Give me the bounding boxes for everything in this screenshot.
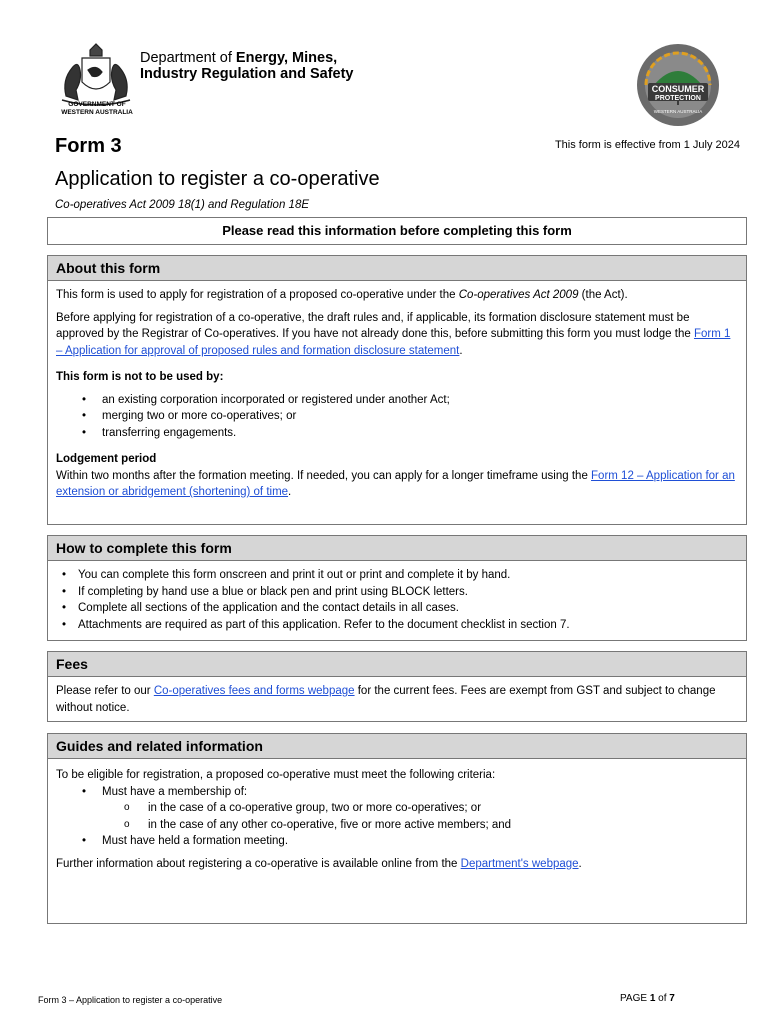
about-p1-end: (the Act). bbox=[578, 289, 628, 301]
not-used-list bbox=[56, 392, 738, 442]
list-item: o in the case of any other co-operative, five or more active members; and bbox=[148, 817, 738, 834]
guides-section bbox=[47, 733, 747, 924]
dept-line2-bold: Industry Regulation and Safety bbox=[140, 66, 354, 82]
guides-heading: Guides and related information bbox=[48, 734, 746, 759]
read-notice-box: Please read this information before completing this form bbox=[47, 217, 747, 245]
page-total: 7 bbox=[669, 993, 675, 1004]
list-item: o in the case of a co-operative group, two or more co-operatives; or bbox=[148, 800, 738, 817]
act-reference: Co-operatives Act 2009 18(1) and Regulation 18E bbox=[55, 199, 310, 211]
dept-line1-plain: Department of bbox=[140, 50, 236, 66]
crest-caption-line2: WESTERN AUSTRALIA bbox=[61, 109, 133, 116]
form-1-link[interactable]: Form 1 – Application for approval of proposed rules and formation disclosure statement bbox=[56, 328, 731, 357]
logo-text-wa: WESTERN AUSTRALIA bbox=[653, 109, 703, 114]
criteria-list-2 bbox=[56, 833, 738, 850]
about-p1-act: Co-operatives Act 2009 bbox=[458, 289, 579, 301]
about-paragraph-1 bbox=[56, 287, 738, 304]
list-item: • transferring engagements. bbox=[102, 425, 738, 442]
list-item: • Must have held a formation meeting. bbox=[102, 833, 738, 850]
consumer-protection-logo-icon bbox=[636, 43, 720, 127]
fees-text-start: Please refer to our bbox=[56, 685, 154, 697]
lodgement-text bbox=[56, 468, 738, 501]
effective-date: This form is effective from 1 July 2024 bbox=[554, 139, 740, 151]
fees-text-end: for the current fees. Fees are exempt from GST and subject to change without notice. bbox=[56, 685, 716, 714]
membership-sublist bbox=[56, 800, 738, 833]
page-number: 1 bbox=[649, 993, 656, 1004]
fees-text bbox=[56, 683, 738, 716]
how-list bbox=[56, 567, 738, 633]
list-item: • Complete all sections of the application and the contact details in all cases. bbox=[78, 600, 738, 617]
fees-section bbox=[47, 651, 747, 722]
how-to-complete-section bbox=[47, 535, 747, 641]
list-item: • an existing corporation incorporated or registered under another Act; bbox=[102, 392, 738, 409]
how-heading: How to complete this form bbox=[48, 536, 746, 561]
not-used-heading: This form is not to be used by: bbox=[56, 371, 224, 383]
dept-line1-bold: Energy, Mines, bbox=[235, 50, 338, 66]
page-indicator bbox=[620, 993, 675, 1004]
about-paragraph-2 bbox=[56, 310, 738, 360]
criteria-list bbox=[56, 784, 738, 801]
page-label: PAGE bbox=[620, 993, 650, 1004]
lodgement-text-end: . bbox=[288, 486, 292, 498]
fees-heading: Fees bbox=[48, 652, 746, 677]
further-info-text: Further information about registering a co-operative is available online from the bbox=[56, 857, 461, 870]
footer-form-name: Form 3 – Application to register a co-operative bbox=[38, 995, 223, 1005]
logo-text-protection: PROTECTION bbox=[655, 95, 701, 102]
form-number: Form 3 bbox=[55, 135, 122, 157]
logo-text-consumer: CONSUMER bbox=[651, 84, 705, 94]
department-name bbox=[140, 50, 354, 82]
lodgement-heading: Lodgement period bbox=[56, 453, 157, 465]
list-item: • You can complete this form onscreen and print it out or print and complete it by hand. bbox=[78, 567, 738, 584]
further-info-end: . bbox=[578, 857, 582, 870]
guides-intro: To be eligible for registration, a proposed co-operative must meet the following criteria: bbox=[56, 769, 496, 781]
about-p1-text: This form is used to apply for registration of a proposed co-operative under the bbox=[56, 289, 459, 301]
fees-webpage-link[interactable]: Co-operatives fees and forms webpage bbox=[153, 685, 355, 697]
about-section bbox=[47, 255, 747, 525]
lodgement-text-main: Within two months after the formation meeting. If needed, you can apply for a longer timeframe using the bbox=[56, 469, 592, 482]
list-item: • merging two or more co-operatives; or bbox=[102, 408, 738, 425]
list-item: • Must have a membership of: bbox=[102, 784, 738, 801]
list-item: • Attachments are required as part of this application. Refer to the document checklist in section 7. bbox=[78, 617, 738, 634]
form-title: Application to register a co-operative bbox=[55, 168, 380, 190]
crest-caption bbox=[52, 101, 142, 117]
page-of: of bbox=[655, 993, 670, 1004]
list-item: • If completing by hand use a blue or black pen and print using BLOCK letters. bbox=[78, 584, 738, 601]
further-info bbox=[56, 856, 738, 873]
about-p2-text: Before applying for registration of a co-operative, the draft rules and, if applicable, its formation disclosure statement must be approved by the Registrar of Co-operatives. If you have not already done this, before submitting this form you must lodge the bbox=[56, 311, 694, 340]
about-heading: About this form bbox=[48, 256, 746, 281]
form-12-link[interactable]: Form 12 – Application for an extension or abridgement (shortening) of time bbox=[56, 469, 735, 498]
crest-caption-line1: GOVERNMENT OF bbox=[68, 101, 126, 108]
department-webpage-link[interactable]: Department's webpage bbox=[460, 857, 579, 870]
about-p2-end: . bbox=[459, 344, 463, 357]
